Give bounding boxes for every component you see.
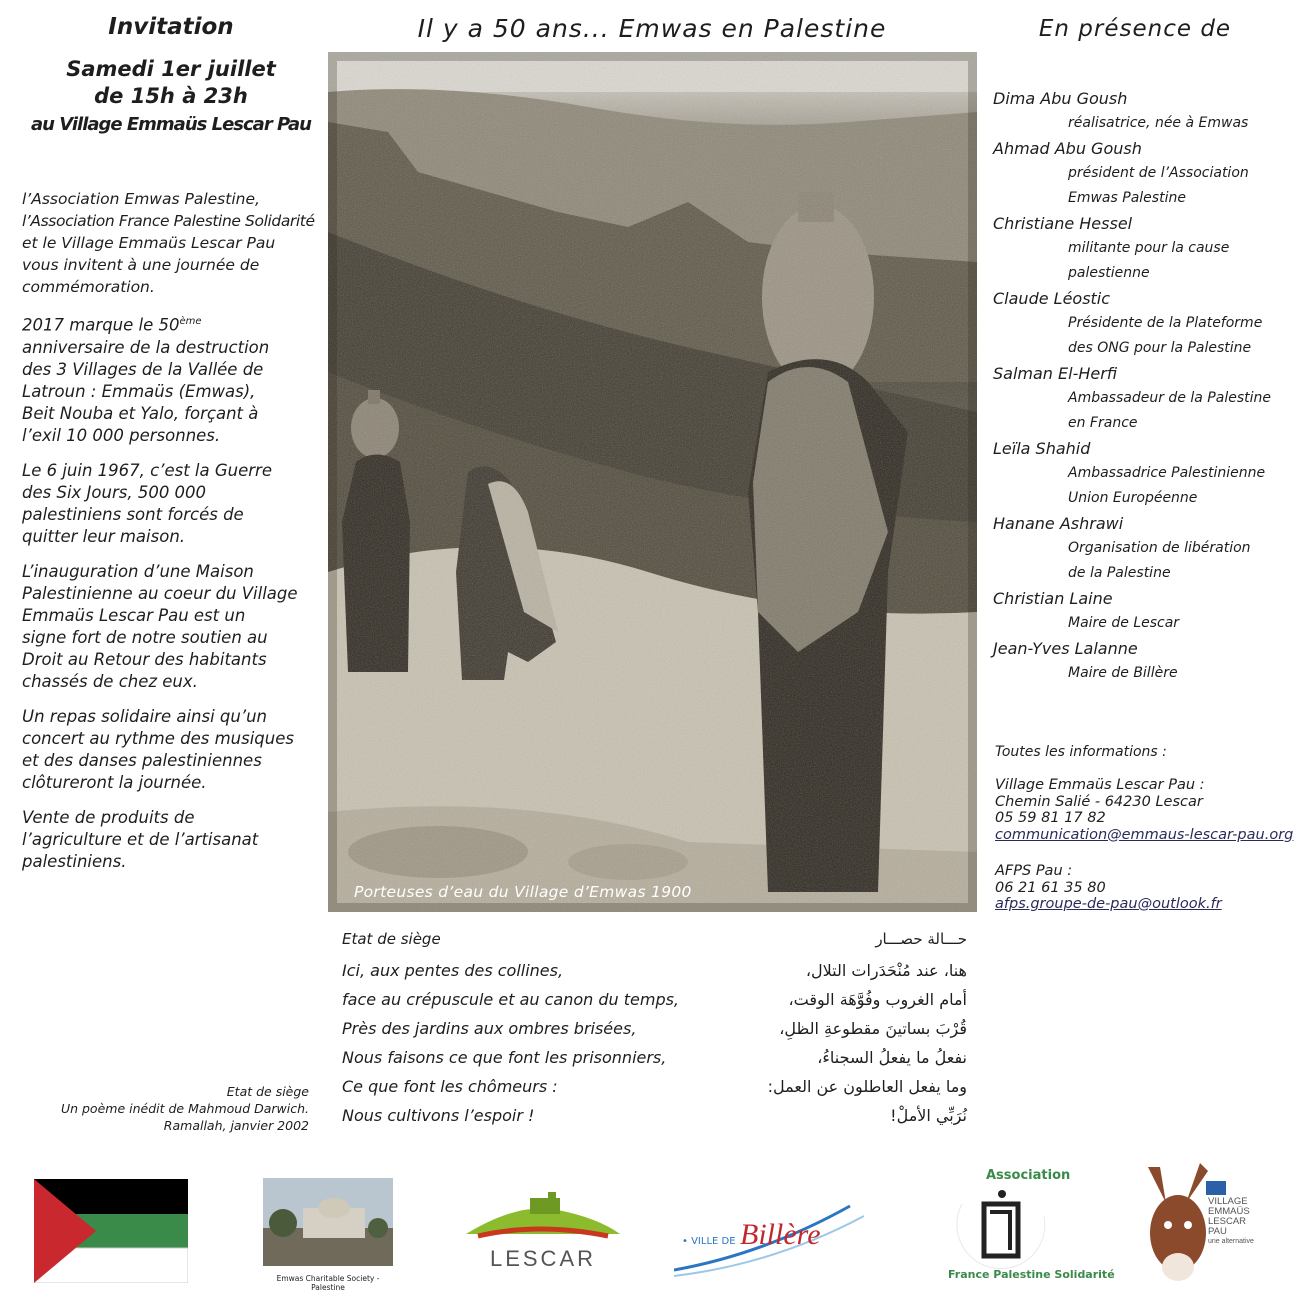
lescar-text: LESCAR — [489, 1246, 597, 1271]
credit-line: Ramallah, janvier 2002 — [163, 1118, 309, 1133]
poem-french — [342, 930, 722, 1130]
war-line: Le 6 juin 1967, c’est la Guerre — [22, 460, 272, 480]
inauguration-line: Emmaüs Lescar Pau est un — [22, 605, 246, 625]
guest-role: Présidente de la Plateforme — [1068, 315, 1263, 331]
inauguration-line: signe fort de notre soutien au — [22, 627, 268, 647]
poem-line: Ici, aux pentes des collines, — [342, 961, 564, 980]
meal-line: Un repas solidaire ainsi qu’un — [22, 706, 268, 726]
village-flag-icon — [1206, 1181, 1226, 1195]
poem-arabic-line: أمام الغروب وفُوَّهَة الوقت، — [788, 990, 967, 1009]
event-time: de 15h à 23h — [94, 84, 248, 108]
anniversary-line: anniversaire de la destruction — [22, 337, 270, 357]
poem-arabic-line: وما يفعل العاطلون عن العمل: — [767, 1077, 967, 1096]
poem-line: face au crépuscule et au canon du temps, — [342, 990, 680, 1009]
guest-role: réalisatrice, née à Emwas — [1068, 115, 1249, 131]
spacer — [995, 843, 1295, 863]
event-date: Samedi 1er juillet — [66, 57, 276, 81]
war-line: palestiniens sont forcés de — [22, 504, 244, 524]
anniversary-paragraph — [22, 311, 320, 447]
guest-role: Ambassadeur de la Palestine — [1068, 390, 1271, 406]
village-email-link[interactable]: communication@emmaus-lescar-pau.org — [995, 826, 1294, 843]
village-logo-text — [1208, 1197, 1262, 1247]
guest-role: Emwas Palestine — [1068, 190, 1186, 206]
village-emmaus-logo — [1138, 1163, 1262, 1287]
guest-name: Hanane Ashrawi — [993, 514, 1124, 533]
poem-line: Ce que font les chômeurs : — [342, 1077, 558, 1096]
photo-caption: Porteuses d’eau du Village d’Emwas 1900 — [354, 883, 692, 901]
credit-line: Un poème inédit de Mahmoud Darwich. — [60, 1101, 309, 1116]
guest-role: militante pour la cause — [1068, 240, 1230, 256]
guest-role: palestienne — [1068, 265, 1150, 281]
emwas-society-caption: Emwas Charitable Society - Palestine — [276, 1274, 380, 1292]
guest-list — [993, 86, 1293, 686]
intro-line: l’Association France Palestine Solidarité — [22, 212, 315, 230]
meal-line: clôtureront la journée. — [22, 772, 207, 792]
afps-ring-text: France Palestine Solidarité — [948, 1268, 1115, 1281]
anniversary-line: 2017 marque le 50ème — [22, 315, 202, 335]
afps-phone: 06 21 61 35 80 — [995, 879, 1106, 896]
village-logo-line: VILLAGE — [1208, 1196, 1248, 1207]
lescar-hills-icon — [458, 1188, 628, 1242]
sale-paragraph — [22, 807, 320, 873]
sale-line: palestiniens. — [22, 851, 127, 871]
inauguration-line: L’inauguration d’une Maison — [22, 561, 254, 581]
war-line: quitter leur maison. — [22, 526, 186, 546]
intro-line: vous invitent à une journée de — [22, 256, 260, 274]
poem-arabic-title: حـــالة حصـــار — [875, 930, 967, 948]
guest-role: Maire de Lescar — [1068, 615, 1180, 631]
village-phone: 05 59 81 17 82 — [995, 810, 1106, 826]
anniversary-line: Beit Nouba et Yalo, forçant à — [22, 403, 259, 423]
photo-illustration — [328, 52, 977, 912]
war-line: des Six Jours, 500 000 — [22, 482, 207, 502]
guest-role: président de l’Association — [1068, 165, 1249, 181]
guest-name: Salman El-Herfi — [993, 364, 1118, 383]
inauguration-paragraph — [22, 561, 320, 693]
guest-role: Organisation de libération — [1068, 540, 1251, 556]
guest-name: Christiane Hessel — [993, 214, 1133, 233]
contact-heading: Toutes les informations : — [995, 744, 1167, 760]
guest-name: Dima Abu Goush — [993, 89, 1128, 108]
billere-name: Billère — [740, 1218, 821, 1251]
guest-name: Ahmad Abu Goush — [993, 139, 1142, 158]
afps-association-text: Association — [986, 1168, 1071, 1183]
afps-logo — [938, 1164, 1115, 1288]
inauguration-line: chassés de chez eux. — [22, 671, 198, 691]
guest-name: Christian Laine — [993, 589, 1113, 608]
main-title: Il y a 50 ans... Emwas en Palestine — [417, 14, 887, 43]
anniversary-line: Latroun : Emmaüs (Emwas), — [22, 381, 256, 401]
palestine-flag-icon — [34, 1179, 188, 1283]
poem-line: Nous faisons ce que font les prisonniers, — [342, 1048, 667, 1067]
guest-name: Jean-Yves Lalanne — [993, 639, 1138, 658]
intro-line: commémoration. — [22, 278, 155, 296]
afps-email-link[interactable]: afps.groupe-de-pau@outlook.fr — [995, 896, 1222, 912]
guest-role: Maire de Billère — [1068, 665, 1178, 681]
meal-line: concert au rythme des musiques — [22, 728, 294, 748]
poem-french-title: Etat de siège — [342, 930, 441, 948]
inauguration-line: Palestinienne au coeur du Village — [22, 583, 298, 603]
poem-arabic-line: هنا، عند مُنْحَدَرات التلال، — [805, 961, 967, 980]
poem-arabic-line: قُرْبَ بساتينَ مقطوعةِ الظلِ، — [779, 1019, 967, 1038]
village-address: Chemin Salié - 64230 Lescar — [995, 793, 1203, 810]
historic-photo — [328, 52, 977, 912]
intro-line: et le Village Emmaüs Lescar Pau — [22, 234, 276, 252]
event-place: au Village Emmaüs Lescar Pau — [31, 114, 311, 135]
guest-role: des ONG pour la Palestine — [1068, 340, 1252, 356]
war-paragraph — [22, 460, 320, 548]
invitation-title: Invitation — [108, 14, 234, 40]
billere-prefix: • VILLE DE — [682, 1236, 736, 1247]
afps-name: AFPS Pau : — [995, 863, 1073, 879]
poem-arabic — [690, 930, 967, 1130]
guest-role: de la Palestine — [1068, 565, 1171, 581]
credit-line: Etat de siège — [226, 1084, 309, 1099]
meal-line: et des danses palestiniennes — [22, 750, 262, 770]
sale-line: Vente de produits de — [22, 807, 195, 827]
emwas-society-logo — [263, 1178, 393, 1292]
guest-role: Union Européenne — [1068, 490, 1198, 506]
billere-logo — [674, 1198, 864, 1278]
invitation-column — [22, 14, 320, 873]
guest-role: en France — [1068, 415, 1138, 431]
poem-line: Près des jardins aux ombres brisées, — [342, 1019, 637, 1038]
village-logo-line: LESCAR PAU — [1208, 1216, 1247, 1237]
contact-info — [995, 744, 1295, 913]
poem-line: Nous cultivons l’espoir ! — [342, 1106, 535, 1125]
intro-paragraph — [22, 188, 320, 298]
lescar-logo — [458, 1188, 628, 1271]
intro-line: l’Association Emwas Palestine, — [22, 190, 260, 208]
poem-arabic-line: نفعلُ ما يفعلُ السجناءُ، — [817, 1048, 967, 1067]
poem-credit — [9, 1083, 309, 1134]
anniversary-line: des 3 Villages de la Vallée de — [22, 359, 264, 379]
guest-name: Claude Léostic — [993, 289, 1111, 308]
inauguration-line: Droit au Retour des habitants — [22, 649, 267, 669]
guest-name: Leïla Shahid — [993, 439, 1091, 458]
village-logo-line: une alternative — [1208, 1238, 1254, 1245]
emwas-photo-icon — [263, 1178, 393, 1266]
guests-title: En présence de — [1038, 16, 1232, 42]
sale-line: l’agriculture et de l’artisanat — [22, 829, 259, 849]
anniversary-line: l’exil 10 000 personnes. — [22, 425, 221, 445]
poem-arabic-line: نُرَبِّي الأملْ! — [890, 1106, 967, 1125]
village-name: Village Emmaüs Lescar Pau : — [995, 777, 1205, 793]
meal-paragraph — [22, 706, 320, 794]
village-logo-line: EMMAÜS — [1208, 1206, 1250, 1217]
guest-role: Ambassadrice Palestinienne — [1068, 465, 1266, 481]
